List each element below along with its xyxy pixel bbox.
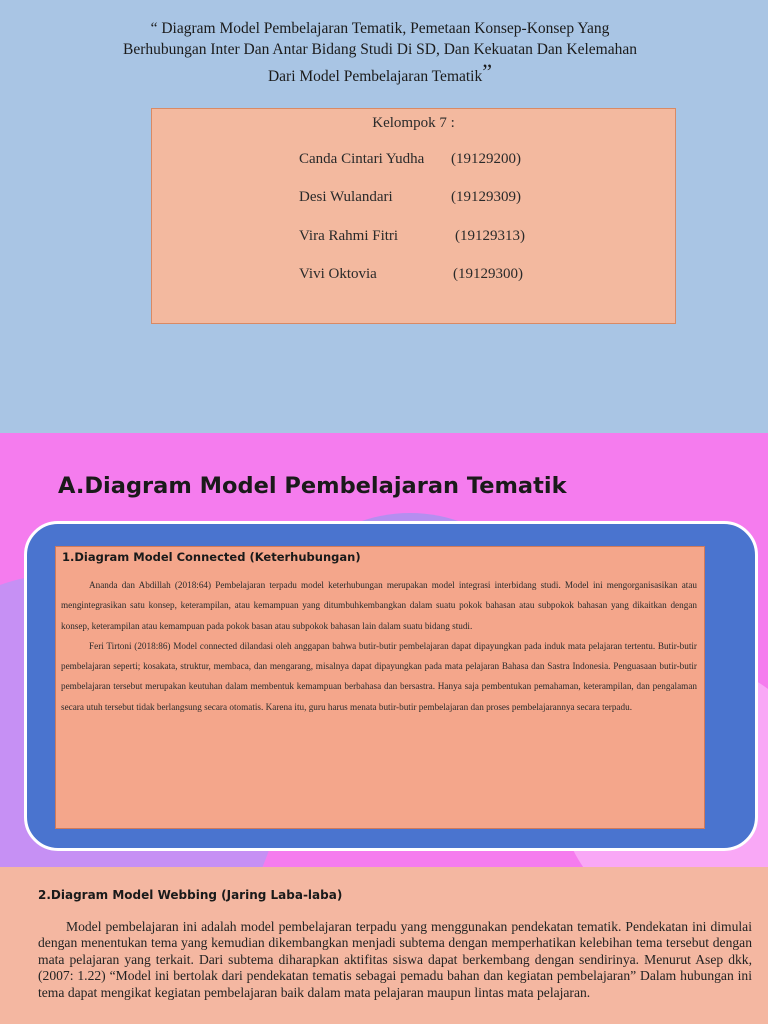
webbing-model-title: 2.Diagram Model Webbing (Jaring Laba-laba): [38, 888, 343, 902]
document-title: [40, 18, 720, 87]
title-line-1: “ Diagram Model Pembelajaran Tematik, Pemetaan Konsep-Konsep Yang: [150, 20, 610, 37]
member-id: (19129300): [453, 266, 523, 282]
member-name: Desi Wulandari: [299, 189, 393, 205]
connected-model-text: [61, 575, 697, 717]
member-id: (19129200): [451, 151, 521, 167]
group-title: Kelompok 7 :: [372, 115, 455, 131]
connected-model-slide: [0, 433, 768, 867]
title-line-3: Dari Model Pembelajaran Tematik: [267, 68, 483, 85]
title-line-2: Berhubungan Inter Dan Antar Bidang Studi Di SD, Dan Kekuatan Dan Kelemahan: [123, 41, 637, 58]
title-slide: [0, 0, 768, 433]
webbing-model-slide: [0, 867, 768, 1024]
member-name: Vivi Oktovia: [299, 266, 377, 282]
member-id: (19129313): [455, 228, 525, 244]
title-close-quote: ”: [482, 59, 493, 84]
member-id: (19129309): [451, 189, 521, 205]
paragraph: Ananda dan Abdillah (2018:64) Pembelajaran terpadu model keterhubungan merupakan model integrasi interbidang studi. Model ini mengorganisasikan atau mengintegrasikan satu konsep, keterampilan, atau kemampuan yang ditumbuhkembangkan dalam suatu pokok bahasan atau subpokok bahasan yang dikaitkan dengan konsep, keterampilan atau kemampuan pada pokok basan atau subpokok bahasan lain dalam suatu bidang studi.: [61, 580, 697, 631]
member-name: Vira Rahmi Fitri: [299, 228, 399, 244]
group-members-box: [151, 108, 676, 324]
member-name: Canda Cintari Yudha: [299, 151, 425, 167]
section-heading: A.Diagram Model Pembelajaran Tematik: [58, 473, 567, 499]
paragraph: Feri Tirtoni (2018:86) Model connected dilandasi oleh anggapan bahwa butir-butir pembelajaran dapat dipayungkan pada induk mata pelajaran tertentu. Butir-butir pembelajaran seperti; kosakata, struktur, membaca, dan mengarang, misalnya dapat dipayungkan pada mata pelajaran Bahasa dan Sastra Indonesia. Penguasaan butir-butir pembelajaran tersebut merupakan keutuhan dalam membentuk kemampuan berbahasa dan bersastra. Hanya saja pembentukan pemahaman, keterampilan, dan pengalaman secara utuh tersebut tidak berlangsung secara otomatis. Karena itu, guru harus menata butir-butir pembelajaran dan proses pembelajarannya secara terpadu.: [61, 640, 697, 712]
connected-model-box: [55, 546, 705, 829]
paragraph: Model pembelajaran ini adalah model pembelajaran terpadu yang menggunakan pendekatan tematik. Pendekatan ini dimulai dengan menentukan tema yang kemudian dikembangkan menjadi subtema dengan memperhatikan kelebihan tema tersebut dengan mata pelajaran yang terkait. Dari subtema diharapkan aktifitas siswa dapat berkembang dengan sendirinya. Menurut Asep dkk, (2007: 1.22) “Model ini bertolak dari pendekatan tematis sebagai pemadu bahan dan kegiatan pembelajaran” Dalam hubungan ini tema dapat mengikat kegiatan pembelajaran baik dalam mata pelajaran maupun lintas mata pelajaran.: [38, 919, 752, 1000]
webbing-model-text: [38, 919, 752, 1001]
connected-model-title: 1.Diagram Model Connected (Keterhubungan): [62, 550, 361, 564]
